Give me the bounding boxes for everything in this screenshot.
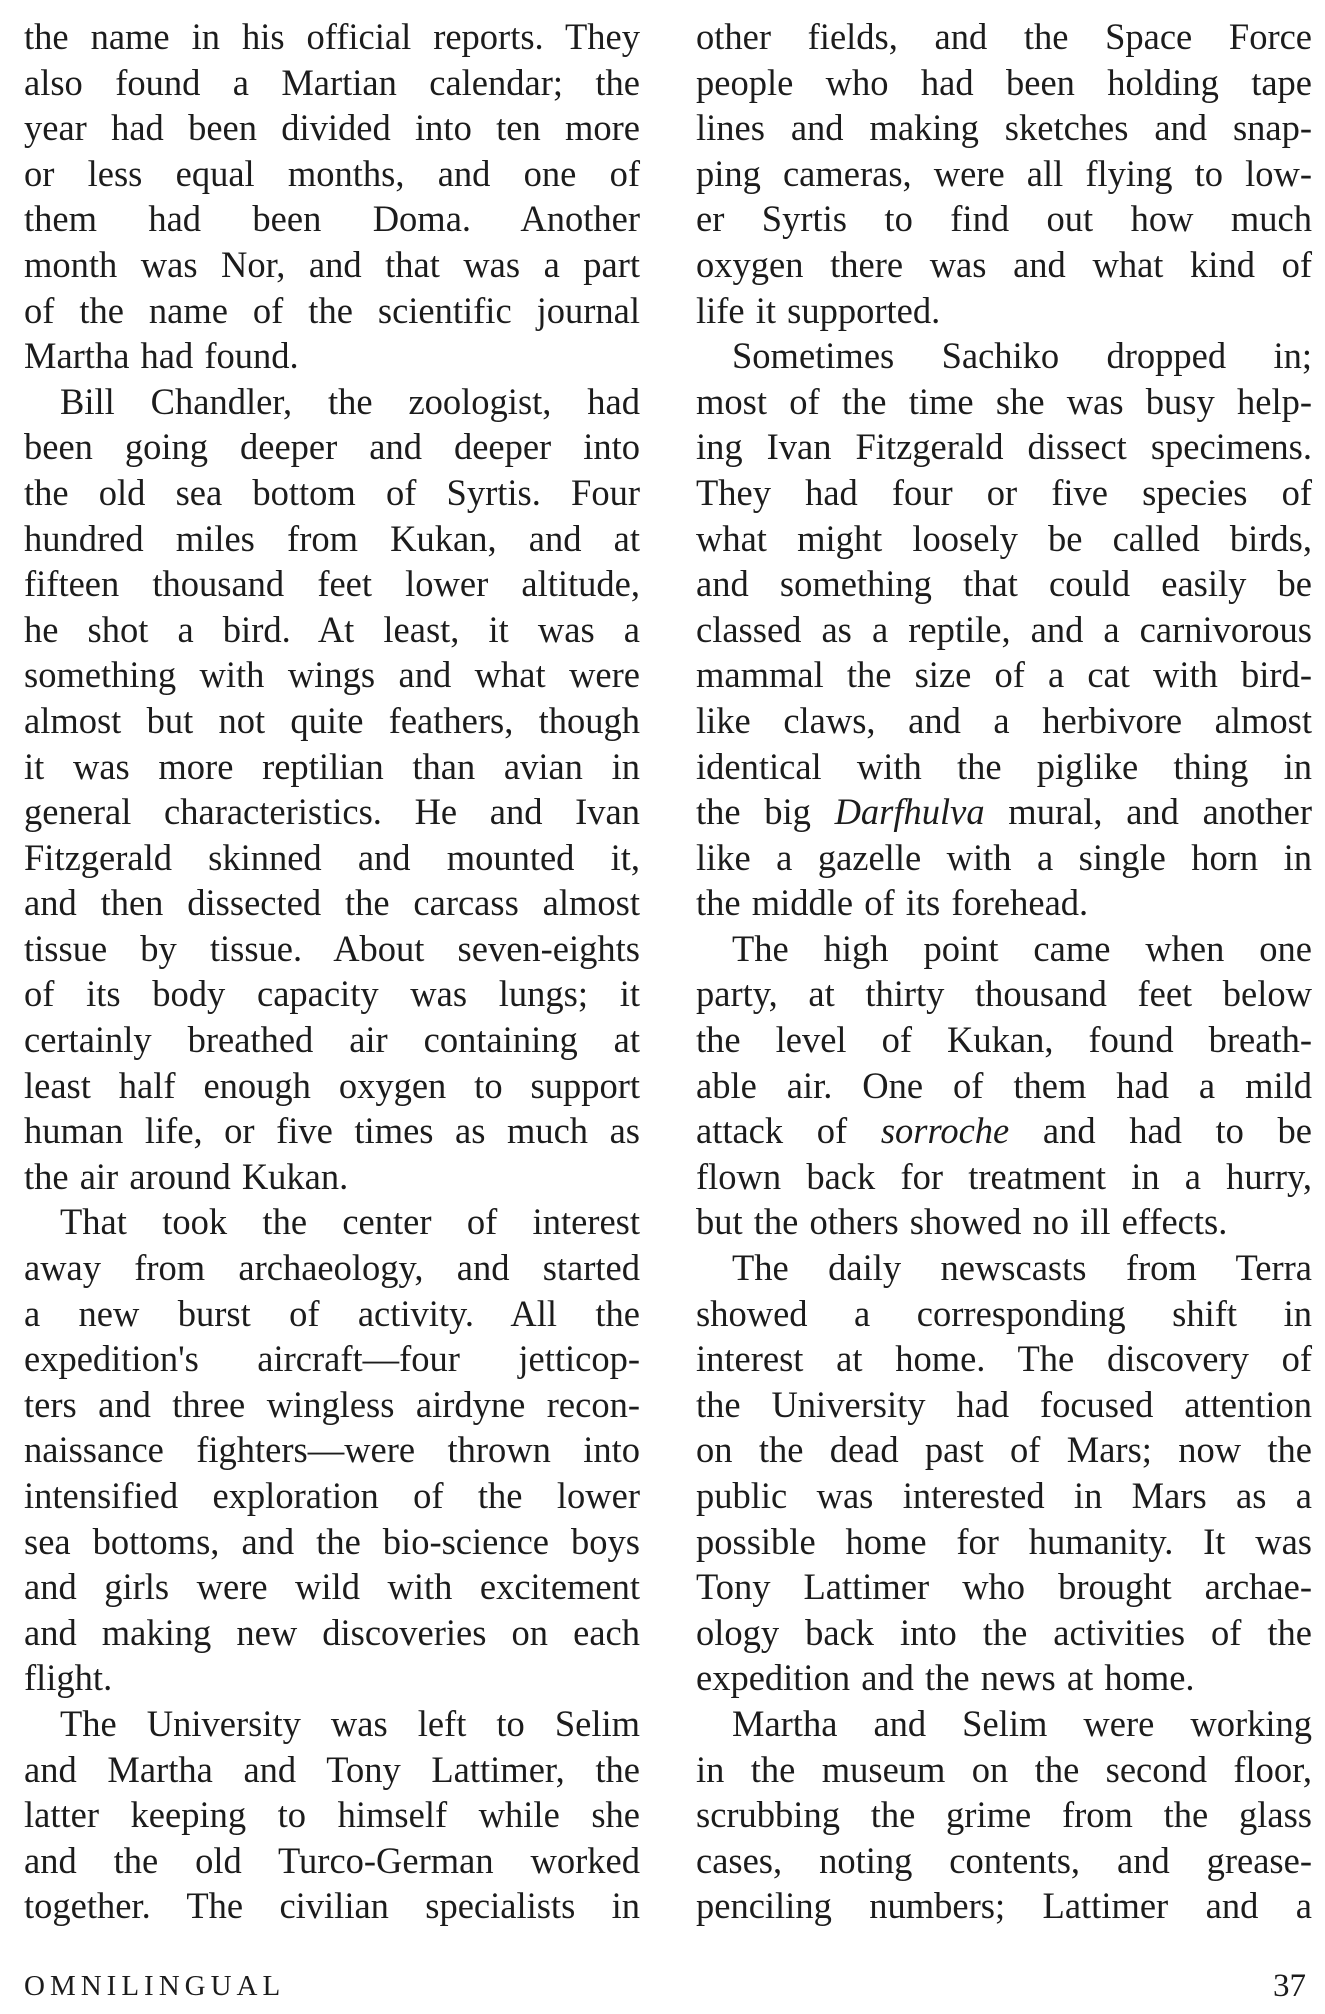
page-footer	[24, 1970, 1306, 2006]
text-line: cases, noting contents, and grease-	[696, 1839, 1312, 1881]
text-line: year had been divided into ten more	[24, 107, 640, 149]
text-line: ters and three wingless airdyne recon-	[24, 1383, 640, 1425]
text-line: a new burst of activity. All the	[24, 1292, 640, 1334]
text-line: he shot a bird. At least, it was a	[24, 608, 640, 650]
text-line: classed as a reptile, and a carnivorous	[696, 608, 1312, 650]
text-line: identical with the piglike thing in	[696, 745, 1312, 787]
text-line: and then dissected the carcass almost	[24, 882, 640, 924]
running-title: OMNILINGUAL	[24, 1970, 286, 2002]
text-line: them had been Doma. Another	[24, 198, 640, 240]
text-line: Martha and Selim were working	[732, 1702, 1312, 1744]
text-line: like claws, and a herbivore almost	[696, 699, 1312, 741]
text-line: scrubbing the grime from the glass	[696, 1794, 1312, 1836]
text-line: showed a corresponding shift in	[696, 1292, 1312, 1334]
text-line: Bill Chandler, the zoologist, had	[60, 380, 640, 422]
text-line: been going deeper and deeper into	[24, 426, 640, 468]
text-line: also found a Martian calendar; the	[24, 61, 640, 103]
text-line: the University had focused attention	[696, 1383, 1312, 1425]
text-line: oxygen there was and what kind of	[696, 243, 1312, 285]
text-line: and making new discoveries on each	[24, 1611, 640, 1653]
text-line: in the museum on the second floor,	[696, 1748, 1312, 1790]
text-line: expedition and the news at home.	[696, 1657, 1195, 1699]
text-line: certainly breathed air containing at	[24, 1019, 640, 1061]
text-line: what might loosely be called birds,	[696, 517, 1312, 559]
text-line: and girls were wild with excitement	[24, 1566, 640, 1608]
text-line: the air around Kukan.	[24, 1155, 349, 1197]
text-line: and something that could easily be	[696, 563, 1312, 605]
text-line: and Martha and Tony Lattimer, the	[24, 1748, 640, 1790]
text-line: Martha had found.	[24, 335, 299, 377]
text-column-left	[24, 14, 640, 1929]
text-line: the old sea bottom of Syrtis. Four	[24, 471, 640, 513]
text-line: interest at home. The discovery of	[696, 1338, 1312, 1380]
text-line: general characteristics. He and Ivan	[24, 791, 640, 833]
text-line: people who had been holding tape	[696, 61, 1312, 103]
text-line: ing Ivan Fitzgerald dissect specimens.	[696, 426, 1312, 468]
text-line: naissance fighters—were thrown into	[24, 1429, 640, 1471]
text-line: almost but not quite feathers, though	[24, 699, 640, 741]
text-line: flown back for treatment in a hurry,	[696, 1155, 1312, 1197]
text-line: attack of sorroche and had to be	[696, 1110, 1313, 1152]
text-line: Tony Lattimer who brought archae-	[696, 1566, 1312, 1608]
text-line: ology back into the activities of the	[696, 1611, 1312, 1653]
text-line: party, at thirty thousand feet below	[696, 973, 1312, 1015]
text-line: ping cameras, were all flying to low-	[696, 152, 1312, 194]
text-line: tissue by tissue. About seven-eights	[24, 927, 640, 969]
text-line: They had four or five species of	[696, 471, 1312, 513]
text-line: The University was left to Selim	[60, 1702, 640, 1744]
text-line: something with wings and what were	[24, 654, 640, 696]
text-line: and the old Turco-German worked	[24, 1839, 640, 1881]
text-line: of its body capacity was lungs; it	[24, 973, 640, 1015]
page-number: 37	[1273, 1968, 1306, 2004]
text-line: latter keeping to himself while she	[24, 1794, 640, 1836]
text-line: it was more reptilian than avian in	[24, 745, 640, 787]
text-line: on the dead past of Mars; now the	[696, 1429, 1312, 1471]
text-line: other fields, and the Space Force	[696, 16, 1312, 57]
text-line: That took the center of interest	[60, 1201, 640, 1243]
text-line: Fitzgerald skinned and mounted it,	[24, 836, 640, 878]
text-line: away from archaeology, and started	[24, 1247, 640, 1289]
text-line: Sometimes Sachiko dropped in;	[732, 335, 1312, 377]
text-line: the level of Kukan, found breath-	[696, 1019, 1312, 1061]
text-line: but the others showed no ill effects.	[696, 1201, 1228, 1243]
text-line: intensified exploration of the lower	[24, 1475, 640, 1516]
text-line: the middle of its forehead.	[696, 882, 1089, 924]
text-line: fifteen thousand feet lower altitude,	[24, 563, 640, 605]
text-line: public was interested in Mars as a	[696, 1475, 1312, 1516]
text-line: hundred miles from Kukan, and at	[24, 517, 640, 559]
text-line: the name in his official reports. They	[24, 16, 640, 57]
text-line: expedition's aircraft—four jetticop-	[24, 1338, 640, 1380]
text-line: together. The civilian specialists in	[24, 1885, 640, 1927]
text-column-right	[696, 14, 1312, 1929]
text-line: least half enough oxygen to support	[24, 1064, 640, 1106]
text-line: lines and making sketches and snap-	[696, 107, 1312, 149]
text-line: able air. One of them had a mild	[696, 1064, 1312, 1106]
text-line: flight.	[24, 1657, 113, 1699]
text-line: The daily newscasts from Terra	[732, 1247, 1312, 1289]
text-line: possible home for humanity. It was	[696, 1520, 1312, 1562]
text-line: month was Nor, and that was a part	[24, 243, 640, 285]
text-line: sea bottoms, and the bio-science boys	[24, 1520, 640, 1562]
text-line: life it supported.	[696, 289, 941, 331]
text-line: most of the time she was busy help-	[696, 380, 1312, 422]
text-line: of the name of the scientific journal	[24, 289, 640, 331]
text-line: mammal the size of a cat with bird-	[696, 654, 1312, 696]
text-line: er Syrtis to find out how much	[696, 198, 1312, 240]
text-line: like a gazelle with a single horn in	[696, 836, 1312, 878]
text-line: human life, or five times as much as	[24, 1110, 640, 1152]
text-line: penciling numbers; Lattimer and a	[696, 1885, 1312, 1927]
text-line: the big Darfhulva mural, and another	[696, 791, 1313, 833]
text-line: The high point came when one	[732, 927, 1312, 969]
text-line: or less equal months, and one of	[24, 152, 640, 194]
